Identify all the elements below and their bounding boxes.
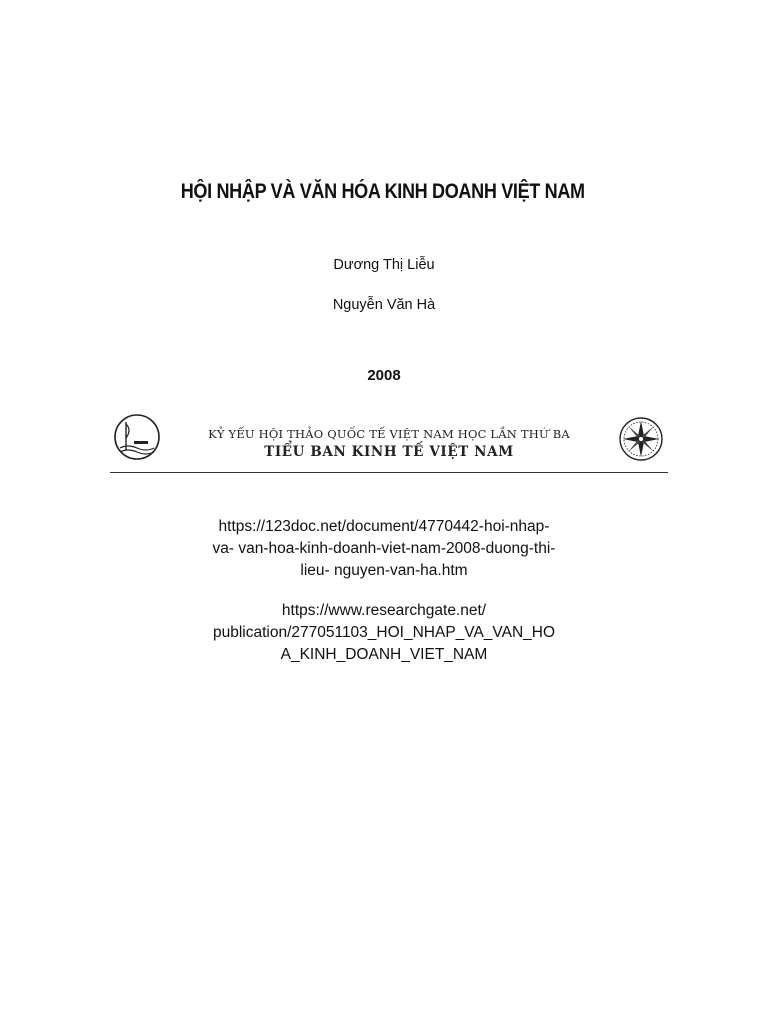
document-title: HỘI NHẬP VÀ VĂN HÓA KINH DOANH VIỆT NAM [180,180,585,203]
link-researchgate[interactable] [150,600,618,666]
source-links [150,516,618,666]
link-line: https://123doc.net/document/4770442-hoi-nhap- [218,518,550,535]
publication-year: 2008 [367,367,401,384]
link-line: publication/277051103_HOI_NHAP_VA_VAN_HO [212,624,556,641]
link-line: https://www.researchgate.net/ [281,602,487,619]
author-2: Nguyễn Văn Hà [332,297,436,313]
link-line: lieu- nguyen-van-ha.htm [300,562,468,579]
link-line: A_KINH_DOANH_VIET_NAM [280,646,488,663]
link-line: va- van-hoa-kinh-doanh-viet-nam-2008-duong-thi- [212,540,556,557]
author-1: Dương Thị Liễu [333,257,435,273]
link-123doc[interactable] [150,516,618,582]
section-title: TIỂU BAN KINH TẾ VIỆT NAM [264,444,514,460]
banner-divider [110,472,668,473]
proceedings-banner [110,410,668,472]
proceedings-title: KỶ YẾU HỘI THẢO QUỐC TẾ VIỆT NAM HỌC LẦN THỨ BA [208,427,570,441]
